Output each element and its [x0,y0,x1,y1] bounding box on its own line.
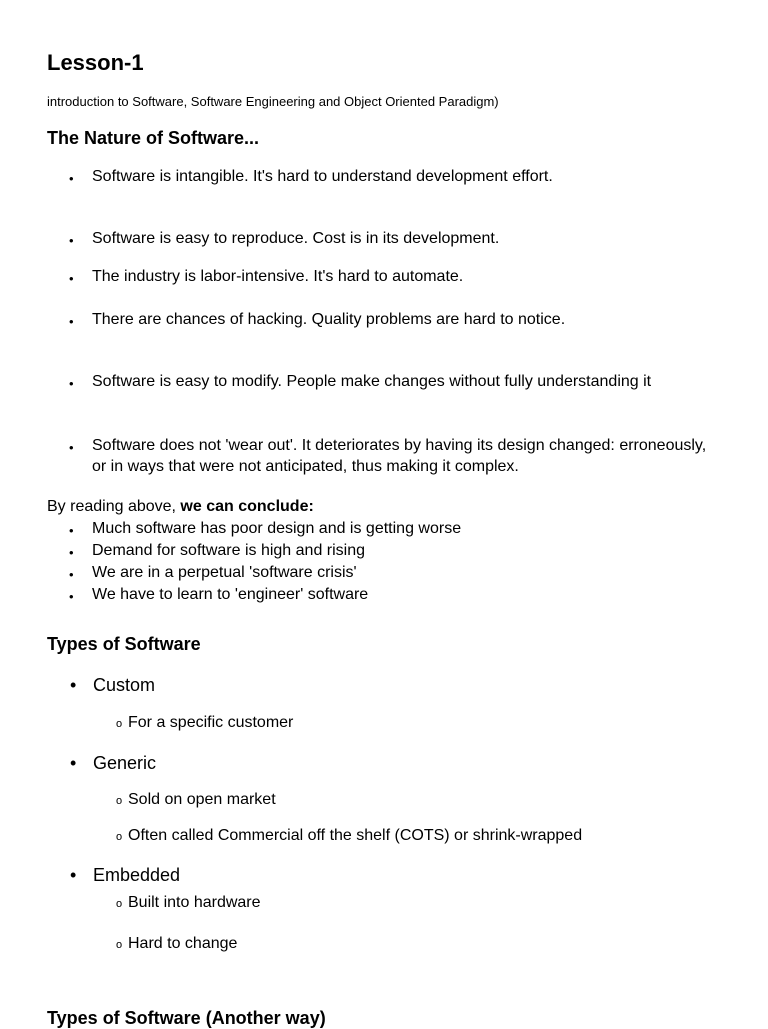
conclusion-point: We are in a perpetual 'software crisis' [92,564,357,581]
nature-point: Software is easy to modify. People make changes without fully understanding it [92,373,652,390]
bullet-icon: • [70,865,77,885]
bullet-icon: • [69,271,74,286]
nature-point: Software is easy to reproduce. Cost is in its development. [92,230,500,247]
conclusion-point: Demand for software is high and rising [92,542,366,559]
type-sub-item: For a specific customer [128,714,294,731]
nature-heading: The Nature of Software... [47,128,260,148]
nature-point: Software is intangible. It's hard to understand development effort. [92,168,553,185]
nature-point: The industry is labor-intensive. It's hard to automate. [92,268,464,285]
next-section-heading: Types of Software (Another way) [47,1008,326,1028]
conclusion-point: We have to learn to 'engineer' software [92,586,369,603]
bullet-icon: • [69,376,74,391]
bullet-icon: • [69,567,74,582]
bullet-icon: • [69,314,74,329]
nature-point: Software does not 'wear out'. It deteriorates by having its design changed: erroneously, or in ways that were not anticipated, thus making it complex. [92,437,707,475]
lesson-subtitle: introduction to Software, Software Engineering and Object Oriented Paradigm) [47,94,499,109]
conclusion-lead-bold: we can conclude: [180,498,314,515]
bullet-icon: • [70,753,77,773]
type-sub-item: Often called Commercial off the shelf (COTS) or shrink-wrapped [128,827,583,844]
bullet-icon: • [69,523,74,538]
bullet-icon: • [69,545,74,560]
sub-bullet-icon: o [116,795,123,807]
type-sub-item: Built into hardware [128,894,261,911]
nature-point: There are chances of hacking. Quality problems are hard to notice. [92,311,566,328]
bullet-icon: • [69,171,74,186]
lesson-title: Lesson-1 [47,50,144,75]
sub-bullet-icon: o [116,939,123,951]
conclusion-lead-text: By reading above, [47,498,181,515]
bullet-icon: • [70,675,77,695]
sub-bullet-icon: o [116,831,123,843]
bullet-icon: • [69,440,74,455]
sub-bullet-icon: o [116,898,123,910]
type-sub-item: Sold on open market [128,791,276,808]
type-sub-item: Hard to change [128,935,238,952]
sub-bullet-icon: o [116,718,123,730]
type-item-embedded: Embedded [93,865,181,885]
conclusion-lead [47,496,314,518]
type-item-generic: Generic [93,753,157,773]
conclusion-point: Much software has poor design and is getting worse [92,520,462,537]
type-item-custom: Custom [93,675,156,695]
bullet-icon: • [69,589,74,604]
bullet-icon: • [69,233,74,248]
types-heading: Types of Software [47,634,201,654]
